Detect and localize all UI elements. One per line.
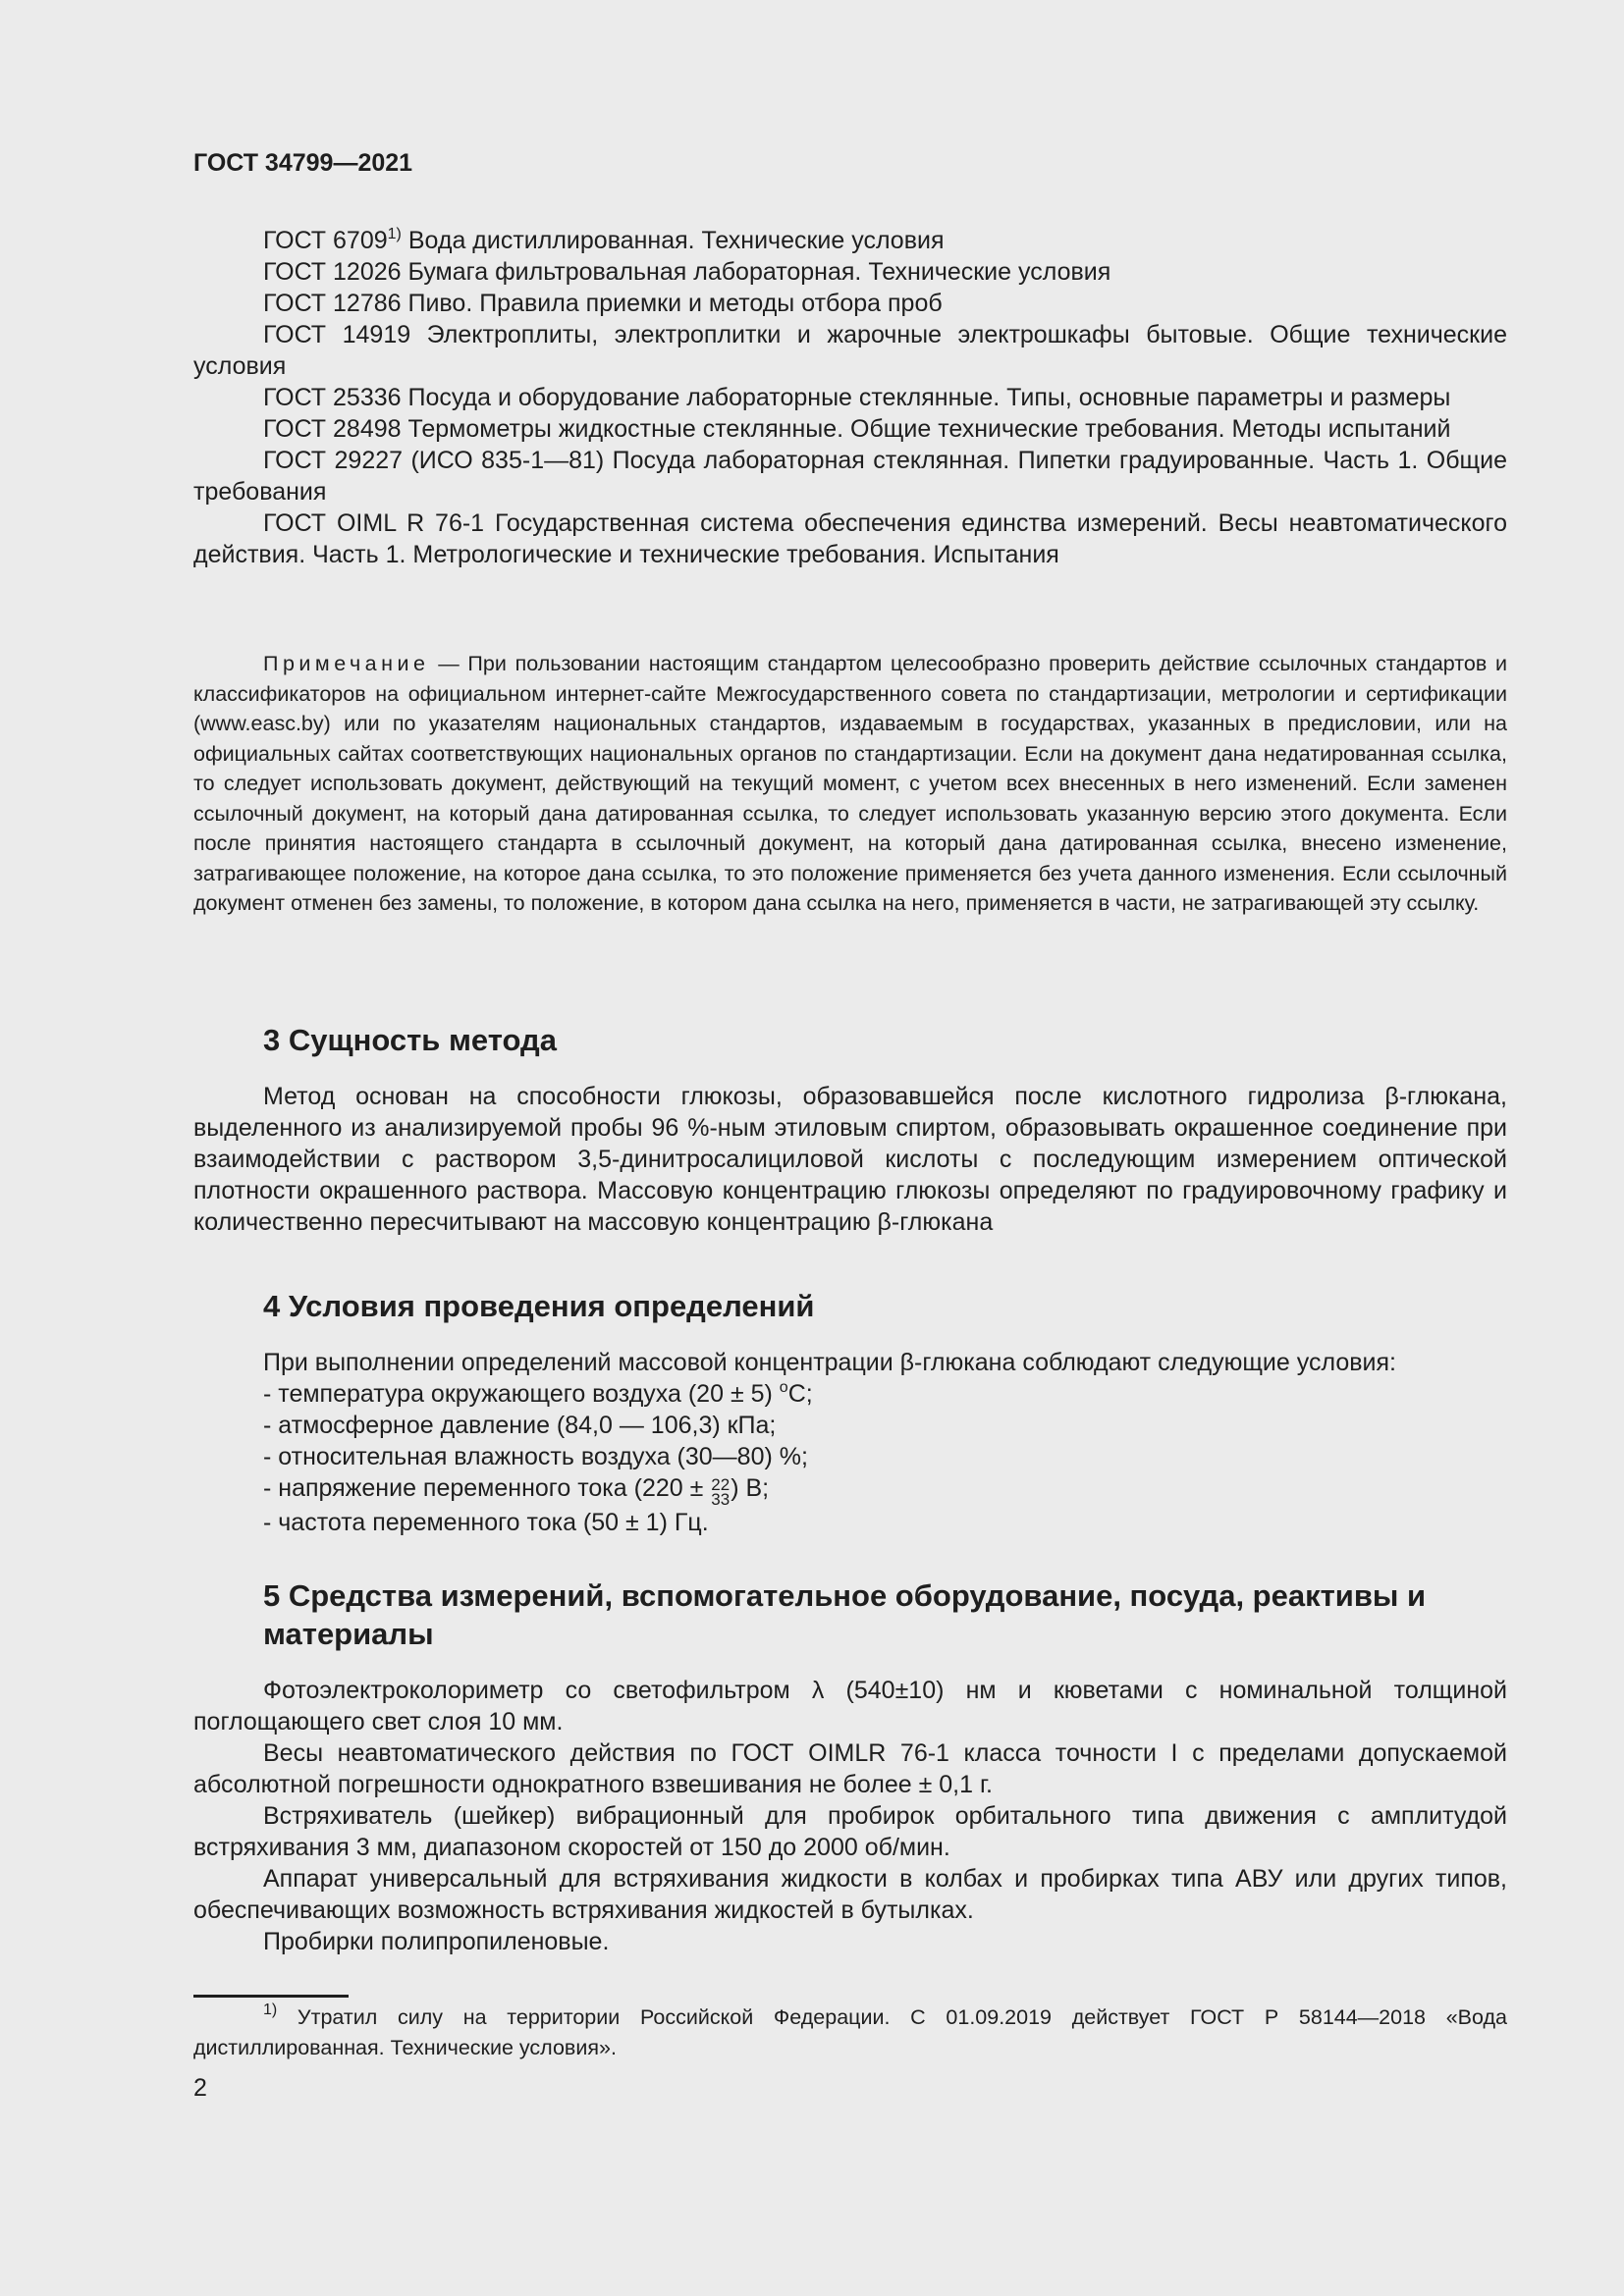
reference-item: ГОСТ 6709$^{1)}$ Вода дистиллированная. Технические условия bbox=[263, 226, 945, 254]
list-item: - напряжение переменного тока (220 ± 22 33 ) В; bbox=[263, 1474, 770, 1509]
reference-item: ГОСТ 25336 Посуда и оборудование лабораторные стеклянные. Типы, основные параметры и размеры bbox=[263, 384, 1451, 411]
list-item: - частота переменного тока (50 ± 1) Гц. bbox=[263, 1509, 709, 1536]
paragraph: Метод основан на способности глюкозы, образовавшейся после кислотного гидролиза β-глюкана, выделенного из анализируемой пробы 96 %-ным этиловым спиртом, образовывать окрашенное соединение при взаимодействии с раствором 3,5-динитросалициловой кислоты с последующим измерением оптической плотности окрашенного раствора. Массовую концентрацию глюкозы определяют по градуировочному графику и количественно пересчитывают на массовую концентрацию β-глюкана bbox=[193, 1083, 1507, 1236]
reference-item: ГОСТ 29227 (ИСО 835-1—81) Посуда лабораторная стеклянная. Пипетки градуированные. Часть 1. Общие требования bbox=[193, 447, 1507, 506]
tolerance-fraction: 22 33 bbox=[711, 1475, 731, 1509]
note-block bbox=[193, 649, 1507, 919]
section-4-body bbox=[193, 1347, 1507, 1538]
reference-item: ГОСТ 12786 Пиво. Правила приемки и методы отбора проб bbox=[263, 290, 943, 317]
footnote-divider bbox=[193, 1995, 349, 1998]
paragraph: Весы неавтоматического действия по ГОСТ OIMLR 76-1 класса точности I с пределами допускаемой абсолютной погрешности однократного взвешивания не более ± 0,1 г. bbox=[193, 1739, 1507, 1798]
footnote-text: Утратил силу на территории Российской Федерации. С 01.09.2019 действует ГОСТ Р 58144—2018 «Вода дистиллированная. Технические условия». bbox=[193, 2005, 1507, 2059]
section-3-body bbox=[193, 1081, 1507, 1238]
paragraph: Аппарат универсальный для встряхивания жидкости в колбах и пробирках типа АВУ или других типов, обеспечивающих возможность встряхивания жидкостей в бутылках. bbox=[193, 1865, 1507, 1924]
list-item: - температура окружающего воздуха (20 ± 5) $^о$С; bbox=[263, 1379, 813, 1408]
reference-item: ГОСТ 28498 Термометры жидкостные стеклянные. Общие технические требования. Методы испытаний bbox=[263, 415, 1451, 443]
paragraph: Фотоэлектроколориметр со светофильтром λ (540±10) нм и кюветами с номинальной толщиной поглощающего свет слоя 10 мм. bbox=[193, 1677, 1507, 1735]
degree-mark: о bbox=[779, 1379, 788, 1396]
document-header: ГОСТ 34799—2021 bbox=[193, 149, 413, 177]
section-5-body bbox=[193, 1675, 1507, 1957]
note-text: — При пользовании настоящим стандартом целесообразно проверить действие ссылочных стандартов и классификаторов на официальном интернет-сайте Межгосударственного совета по стандартизации, метрологии и сертификации (www.easc.by) или по указателям национальных стандартов, издаваемым в государствах, указанных в предисловии, или на официальных сайтах соответствующих национальных органов по стандартизации. Если на документ дана недатированная ссылка, то следует использовать документ, действующий на текущий момент, с учетом всех внесенных в него изменений. Если заменен ссылочный документ, на который дана датированная ссылка, то следует использовать указанную версию этого документа. Если после принятия настоящего стандарта в ссылочный документ, на который дана датированная ссылка, внесено изменение, затрагивающее положение, на которое дана ссылка, то это положение применяется без учета данного изменения. Если ссылочный документ отменен без замены, то положение, в котором дана ссылка на него, применяется в части, не затрагивающей эту ссылку. bbox=[193, 652, 1507, 915]
footnote-marker: 1) bbox=[387, 226, 402, 242]
paragraph: При выполнении определений массовой концентрации β-глюкана соблюдают следующие условия: bbox=[263, 1349, 1396, 1376]
list-item: - атмосферное давление (84,0 — 106,3) кПа; bbox=[263, 1412, 777, 1439]
note-label: Примечание bbox=[263, 652, 430, 675]
footnote-marker: 1) bbox=[263, 2002, 278, 2018]
reference-item: ГОСТ 14919 Электроплиты, электроплитки и жарочные электрошкафы бытовые. Общие технические условия bbox=[193, 321, 1507, 380]
page-number: 2 bbox=[193, 2074, 207, 2102]
section-heading-3: 3 Сущность метода bbox=[263, 1023, 557, 1057]
paragraph: Пробирки полипропиленовые. bbox=[263, 1928, 610, 1955]
footnote bbox=[193, 2002, 1507, 2062]
reference-item: ГОСТ OIML R 76-1 Государственная система обеспечения единства измерений. Весы неавтоматического действия. Часть 1. Метрологические и технические требования. Испытания bbox=[193, 509, 1507, 568]
normative-references bbox=[193, 225, 1507, 570]
list-item: - относительная влажность воздуха (30—80) %; bbox=[263, 1443, 808, 1470]
paragraph: Встряхиватель (шейкер) вибрационный для пробирок орбитального типа движения с амплитудой встряхивания 3 мм, диапазоном скоростей от 150 до 2000 об/мин. bbox=[193, 1802, 1507, 1861]
section-heading-4: 4 Условия проведения определений bbox=[263, 1289, 815, 1323]
reference-item: ГОСТ 12026 Бумага фильтровальная лабораторная. Технические условия bbox=[263, 258, 1111, 286]
section-heading-5: 5 Средства измерений, вспомогательное оборудование, посуда, реактивы и материалы bbox=[263, 1578, 1427, 1651]
